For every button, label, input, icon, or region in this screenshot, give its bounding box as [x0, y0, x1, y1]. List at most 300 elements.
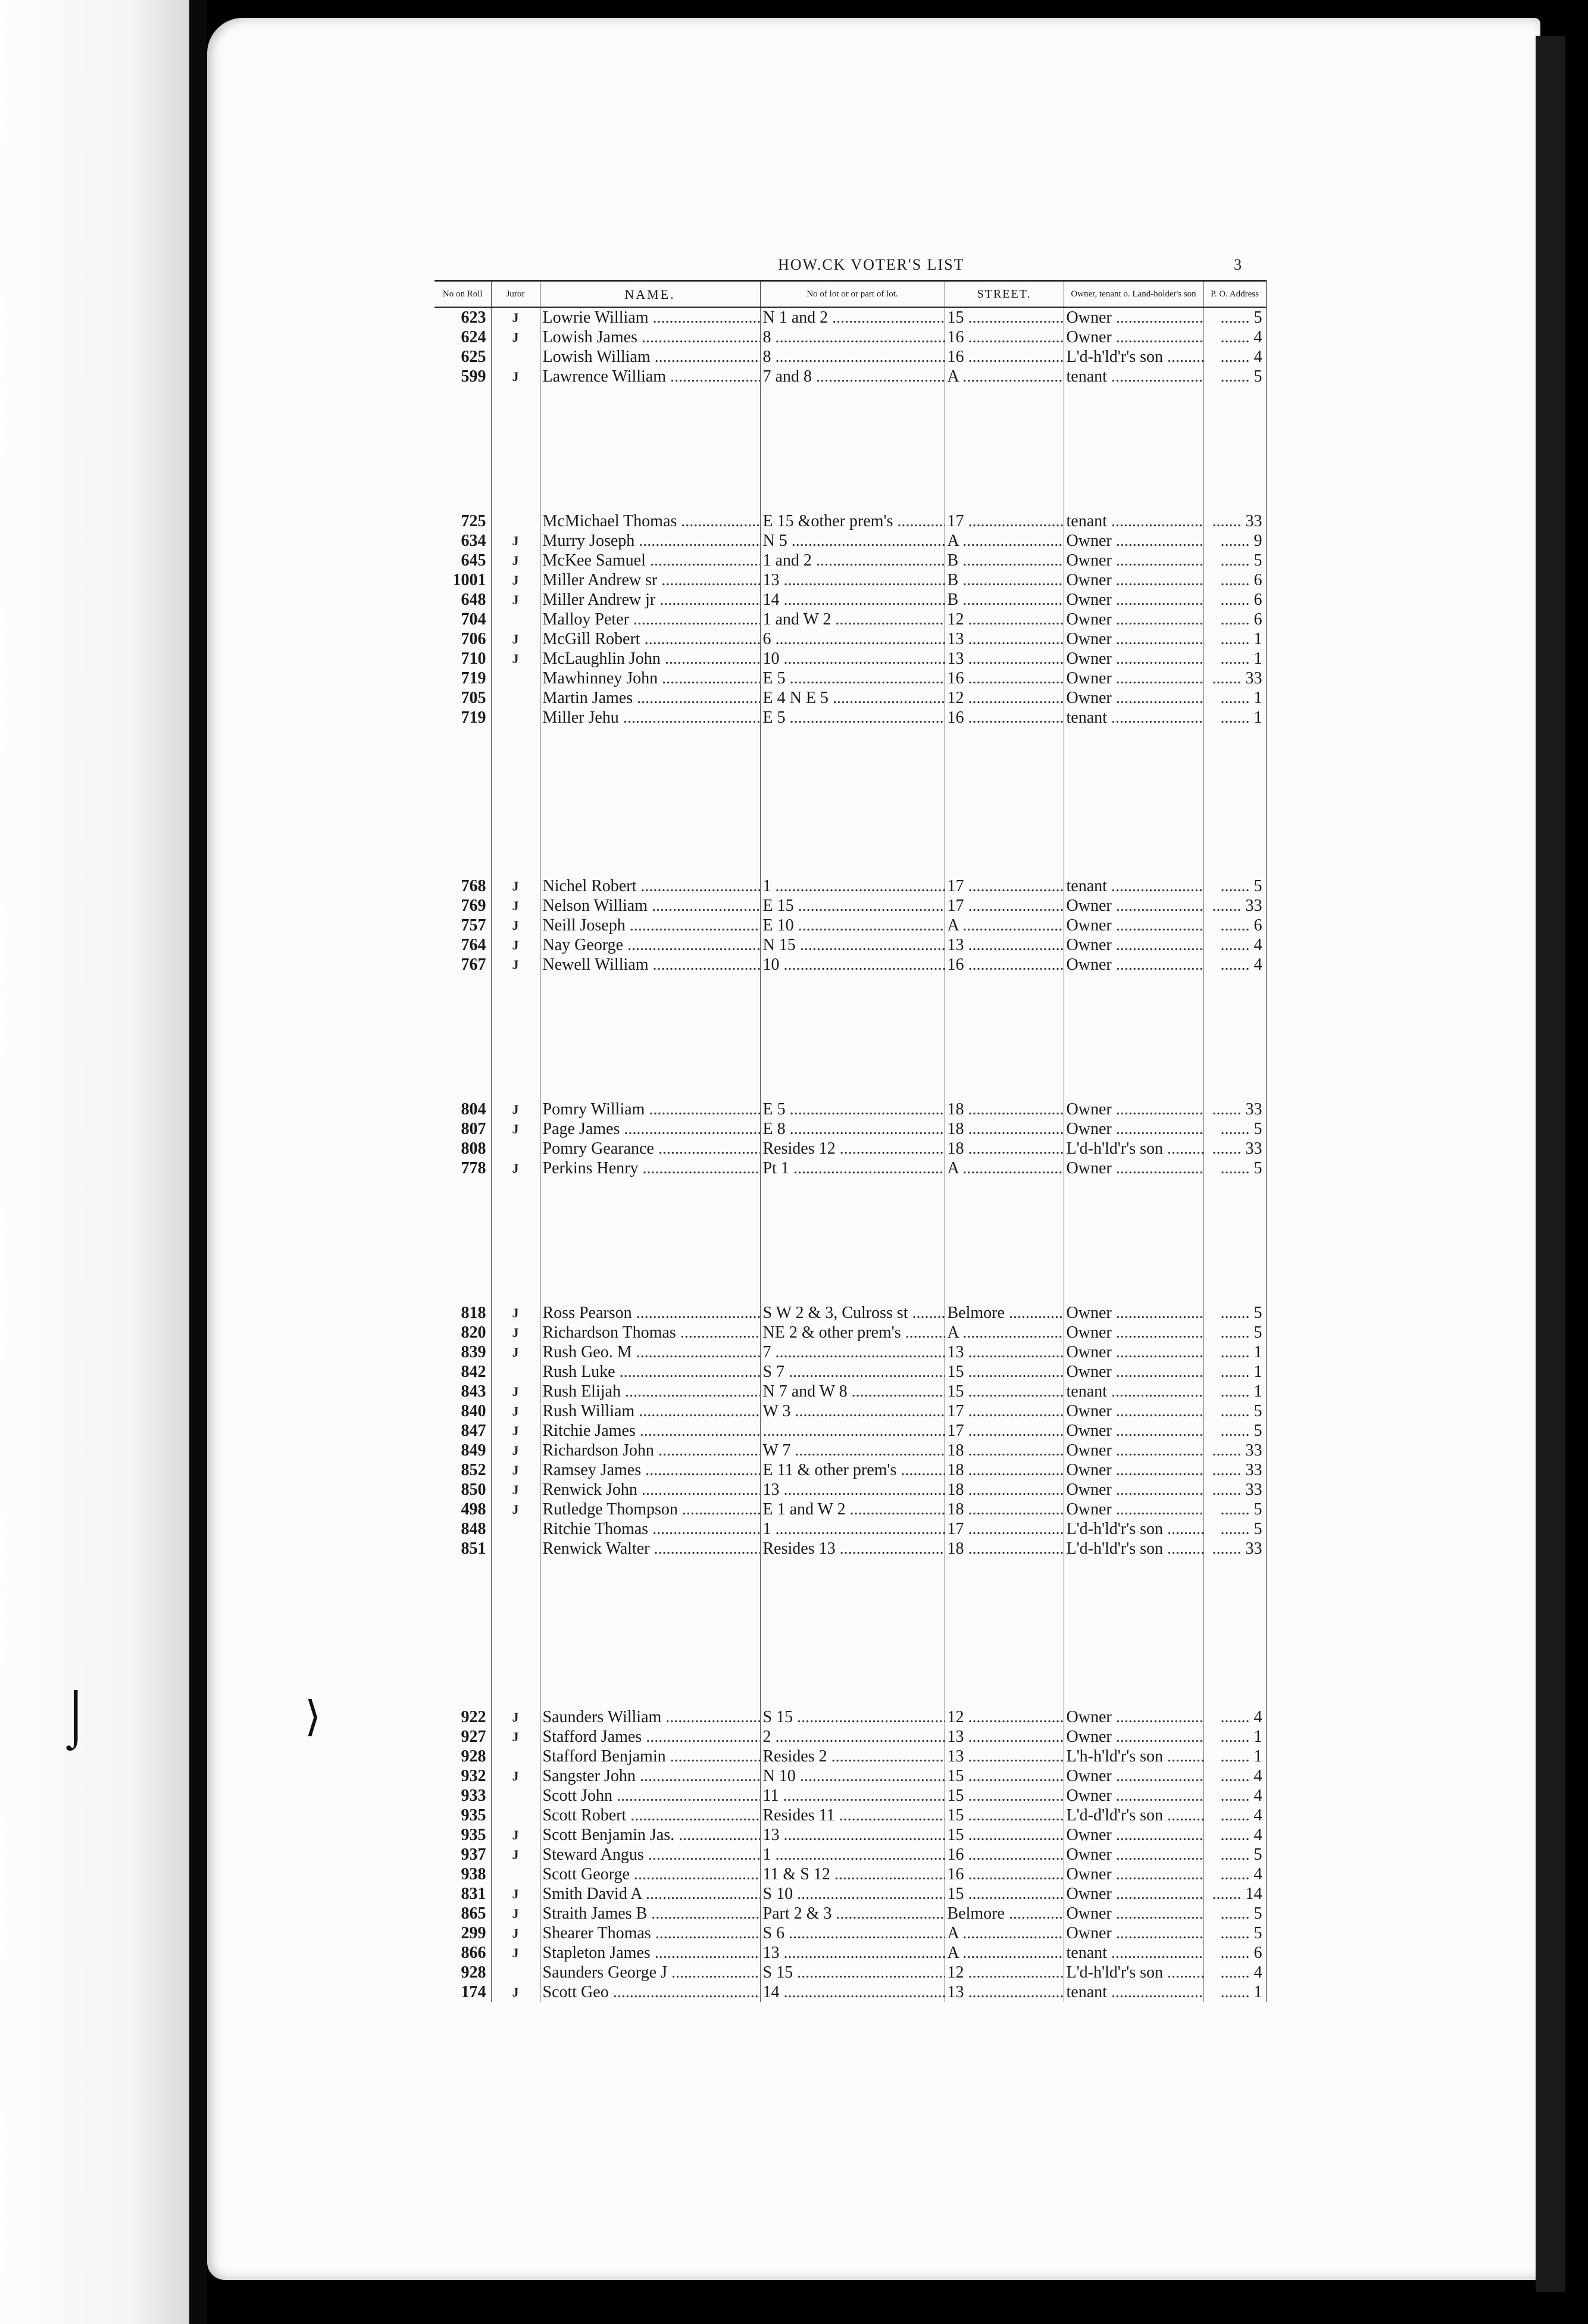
table-row: [434, 511, 1266, 531]
juror-mark: [491, 610, 540, 629]
po-address: ....... 4: [1203, 955, 1266, 974]
voter-name: Scott George .....: [540, 1864, 760, 1884]
tenure-status: L'd-h'ld'r's son .....: [1064, 1519, 1203, 1539]
table-row: [434, 708, 1266, 727]
po-address: ....... 4: [1203, 1825, 1266, 1845]
lot-description: N 1 and 2 .....: [760, 307, 945, 327]
lot-description: E 15 .....: [760, 896, 945, 916]
po-address: ....... 33: [1203, 1539, 1266, 1558]
tenure-status: Owner .....: [1064, 955, 1203, 974]
roll-number: 625: [434, 347, 491, 367]
voter-name: Renwick John .....: [540, 1480, 760, 1500]
voter-name: Murry Joseph .....: [540, 531, 760, 551]
table-row: [434, 307, 1266, 327]
spacer-cell: [1203, 386, 1266, 511]
po-address: ....... 5: [1203, 1519, 1266, 1539]
voter-name: Miller Andrew sr .....: [540, 570, 760, 590]
spacer-cell: [540, 1558, 760, 1707]
juror-mark: J: [491, 1158, 540, 1178]
table-row: [434, 1982, 1266, 2002]
po-address: ....... 4: [1203, 1806, 1266, 1825]
roll-number: 719: [434, 708, 491, 727]
po-address: ....... 6: [1203, 610, 1266, 629]
voter-name: McMichael Thomas .....: [540, 511, 760, 531]
running-head: [434, 256, 1268, 280]
table-row: [434, 327, 1266, 347]
voter-name: Miller Jehu .....: [540, 708, 760, 727]
roll-number: 757: [434, 916, 491, 935]
street: Belmore .....: [945, 1904, 1064, 1923]
spacer-cell: [1064, 727, 1203, 876]
juror-mark: J: [491, 629, 540, 649]
table-row: [434, 1441, 1266, 1460]
street: 16 .....: [945, 955, 1064, 974]
po-address: ....... 6: [1203, 570, 1266, 590]
table-row: [434, 1480, 1266, 1500]
voter-name: Rush William .....: [540, 1401, 760, 1421]
page-number: 3: [1234, 256, 1242, 273]
tenure-status: Owner .....: [1064, 688, 1203, 708]
roll-number: 807: [434, 1119, 491, 1139]
lot-description: S 10 .....: [760, 1884, 945, 1904]
section-spacer: [434, 386, 1266, 511]
spacer-cell: [491, 386, 540, 511]
tenure-status: Owner .....: [1064, 531, 1203, 551]
po-address: ....... 5: [1203, 1500, 1266, 1519]
spacer-cell: [945, 1178, 1064, 1303]
tenure-status: Owner .....: [1064, 1825, 1203, 1845]
po-address: ....... 4: [1203, 1766, 1266, 1786]
table-row: [434, 367, 1266, 386]
table-row: [434, 1864, 1266, 1884]
voter-name: Miller Andrew jr .....: [540, 590, 760, 610]
roll-number: 174: [434, 1982, 491, 2002]
juror-mark: J: [491, 1500, 540, 1519]
roll-number: 704: [434, 610, 491, 629]
po-address: ....... 33: [1203, 669, 1266, 688]
table-row: [434, 1845, 1266, 1864]
voter-name: Scott John .....: [540, 1786, 760, 1806]
table-row: [434, 531, 1266, 551]
street: 13 .....: [945, 1342, 1064, 1362]
voter-name: Martin James .....: [540, 688, 760, 708]
roll-number: 623: [434, 307, 491, 327]
roll-number: 922: [434, 1707, 491, 1727]
roll-number: 843: [434, 1382, 491, 1401]
voter-name: Perkins Henry .....: [540, 1158, 760, 1178]
lot-description: 13 .....: [760, 1943, 945, 1963]
po-address: ....... 33: [1203, 1480, 1266, 1500]
roll-number: 932: [434, 1766, 491, 1786]
po-address: ....... 4: [1203, 1707, 1266, 1727]
voter-name: Lowish William .....: [540, 347, 760, 367]
po-address: ....... 5: [1203, 551, 1266, 570]
spacer-cell: [1064, 974, 1203, 1099]
lot-description: N 7 and W 8 .....: [760, 1382, 945, 1401]
lot-description: Pt 1 .....: [760, 1158, 945, 1178]
street: 15 .....: [945, 307, 1064, 327]
spacer-cell: [491, 727, 540, 876]
table-row: [434, 1421, 1266, 1441]
tenure-status: Owner .....: [1064, 629, 1203, 649]
po-address: ....... 5: [1203, 367, 1266, 386]
voter-name: Malloy Peter .....: [540, 610, 760, 629]
tenure-status: Owner .....: [1064, 551, 1203, 570]
juror-mark: J: [491, 1119, 540, 1139]
street: Belmore .....: [945, 1303, 1064, 1323]
street: 16 .....: [945, 327, 1064, 347]
tenure-status: Owner .....: [1064, 1707, 1203, 1727]
tenure-status: tenant .....: [1064, 708, 1203, 727]
roll-number: 935: [434, 1825, 491, 1845]
table-row: [434, 896, 1266, 916]
roll-number: 818: [434, 1303, 491, 1323]
table-row: [434, 1825, 1266, 1845]
po-address: ....... 1: [1203, 688, 1266, 708]
voters-table-body: [434, 307, 1266, 2002]
juror-mark: J: [491, 327, 540, 347]
table-row: [434, 1539, 1266, 1558]
street: 16 .....: [945, 708, 1064, 727]
lot-description: Resides 13 .....: [760, 1539, 945, 1558]
juror-mark: J: [491, 1323, 540, 1342]
lot-description: 1 .....: [760, 1519, 945, 1539]
roll-number: 847: [434, 1421, 491, 1441]
lot-description: S 7 .....: [760, 1362, 945, 1382]
juror-mark: J: [491, 1099, 540, 1119]
po-address: ....... 1: [1203, 1747, 1266, 1766]
voter-name: Smith David A .....: [540, 1884, 760, 1904]
lot-description: E 15 &other prem's .....: [760, 511, 945, 531]
juror-mark: J: [491, 1342, 540, 1362]
street: 17 .....: [945, 876, 1064, 896]
tenure-status: L'd-h'ld'r's son .....: [1064, 1139, 1203, 1158]
table-row: [434, 551, 1266, 570]
voter-name: Rush Elijah .....: [540, 1382, 760, 1401]
tenure-status: Owner .....: [1064, 669, 1203, 688]
voter-name: Scott Geo .....: [540, 1982, 760, 2002]
lot-description: N 5 .....: [760, 531, 945, 551]
lot-description: [760, 1421, 945, 1441]
po-address: ....... 4: [1203, 1786, 1266, 1806]
roll-number: 710: [434, 649, 491, 669]
lot-description: Part 2 & 3 .....: [760, 1904, 945, 1923]
po-address: ....... 14: [1203, 1884, 1266, 1904]
table-row: [434, 1158, 1266, 1178]
juror-mark: J: [491, 896, 540, 916]
table-header-row: [434, 281, 1266, 308]
lot-description: E 10 .....: [760, 916, 945, 935]
tenure-status: L'd-h'ld'r's son .....: [1064, 1539, 1203, 1558]
street: 12 .....: [945, 1963, 1064, 1982]
po-address: ....... 4: [1203, 347, 1266, 367]
tenure-status: Owner .....: [1064, 1460, 1203, 1480]
lot-description: 11 & S 12 .....: [760, 1864, 945, 1884]
po-address: ....... 1: [1203, 1362, 1266, 1382]
tenure-status: Owner .....: [1064, 1884, 1203, 1904]
roll-number: 648: [434, 590, 491, 610]
juror-mark: J: [491, 531, 540, 551]
po-address: ....... 5: [1203, 1158, 1266, 1178]
juror-mark: J: [491, 1421, 540, 1441]
tenure-status: Owner .....: [1064, 896, 1203, 916]
tenure-status: Owner .....: [1064, 1119, 1203, 1139]
voter-name: Rush Luke .....: [540, 1362, 760, 1382]
lot-description: E 4 N E 5 .....: [760, 688, 945, 708]
po-address: ....... 6: [1203, 1943, 1266, 1963]
voter-name: Ritchie James .....: [540, 1421, 760, 1441]
tenure-status: tenant .....: [1064, 1943, 1203, 1963]
roll-number: 299: [434, 1923, 491, 1943]
roll-number: 719: [434, 669, 491, 688]
tenure-status: Owner .....: [1064, 1500, 1203, 1519]
voter-name: Ross Pearson .....: [540, 1303, 760, 1323]
street: 18 .....: [945, 1441, 1064, 1460]
tenure-status: Owner .....: [1064, 1099, 1203, 1119]
tenure-status: Owner .....: [1064, 1401, 1203, 1421]
voter-name: Richardson John .....: [540, 1441, 760, 1460]
juror-mark: [491, 1864, 540, 1884]
street: A .....: [945, 531, 1064, 551]
lot-description: 1 and 2 .....: [760, 551, 945, 570]
street: 15 .....: [945, 1382, 1064, 1401]
juror-mark: [491, 1139, 540, 1158]
tenure-status: Owner .....: [1064, 1342, 1203, 1362]
tenure-status: Owner .....: [1064, 1766, 1203, 1786]
voter-name: Neill Joseph .....: [540, 916, 760, 935]
roll-number: 624: [434, 327, 491, 347]
street: 15 .....: [945, 1766, 1064, 1786]
lot-description: 10 .....: [760, 649, 945, 669]
table-row: [434, 1707, 1266, 1727]
spacer-cell: [1064, 1178, 1203, 1303]
spacer-cell: [1203, 974, 1266, 1099]
po-address: ....... 5: [1203, 876, 1266, 896]
column-header-lot: No of lot or or part of lot.: [760, 281, 945, 308]
voter-name: Renwick Walter .....: [540, 1539, 760, 1558]
spacer-cell: [945, 386, 1064, 511]
table-row: [434, 610, 1266, 629]
po-address: ....... 5: [1203, 1401, 1266, 1421]
tenure-status: Owner .....: [1064, 590, 1203, 610]
tenure-status: Owner .....: [1064, 1786, 1203, 1806]
lot-description: 10 .....: [760, 955, 945, 974]
voter-name: Ramsey James .....: [540, 1460, 760, 1480]
po-address: ....... 1: [1203, 629, 1266, 649]
po-address: ....... 5: [1203, 1845, 1266, 1864]
po-address: ....... 5: [1203, 1303, 1266, 1323]
roll-number: 706: [434, 629, 491, 649]
facing-page: [0, 0, 189, 2324]
roll-number: 935: [434, 1806, 491, 1825]
spacer-cell: [540, 1178, 760, 1303]
roll-number: 769: [434, 896, 491, 916]
table-row: [434, 347, 1266, 367]
juror-mark: J: [491, 1943, 540, 1963]
po-address: ....... 5: [1203, 307, 1266, 327]
table-row: [434, 1747, 1266, 1766]
street: 16 .....: [945, 347, 1064, 367]
section-spacer: [434, 727, 1266, 876]
lot-description: S 15 .....: [760, 1963, 945, 1982]
street: 18 .....: [945, 1539, 1064, 1558]
voter-name: Sangster John .....: [540, 1766, 760, 1786]
tenure-status: Owner .....: [1064, 1727, 1203, 1747]
juror-mark: [491, 1519, 540, 1539]
spacer-cell: [1203, 727, 1266, 876]
street: 17 .....: [945, 1401, 1064, 1421]
lot-description: 1 and W 2 .....: [760, 610, 945, 629]
tenure-status: Owner .....: [1064, 1845, 1203, 1864]
juror-mark: J: [491, 1845, 540, 1864]
voter-name: Lawrence William .....: [540, 367, 760, 386]
juror-mark: J: [491, 1727, 540, 1747]
voter-name: Stapleton James .....: [540, 1943, 760, 1963]
tenure-status: Owner .....: [1064, 1480, 1203, 1500]
juror-mark: J: [491, 1303, 540, 1323]
street: 12 .....: [945, 1707, 1064, 1727]
po-address: ....... 6: [1203, 590, 1266, 610]
street: 13 .....: [945, 1982, 1064, 2002]
po-address: ....... 1: [1203, 1382, 1266, 1401]
juror-mark: [491, 1963, 540, 1982]
lot-description: W 3 .....: [760, 1401, 945, 1421]
lot-description: 14 .....: [760, 1982, 945, 2002]
tenure-status: Owner .....: [1064, 1158, 1203, 1178]
spacer-cell: [945, 974, 1064, 1099]
po-address: ....... 33: [1203, 1099, 1266, 1119]
street: 12 .....: [945, 688, 1064, 708]
juror-mark: [491, 1786, 540, 1806]
spacer-cell: [434, 1558, 491, 1707]
po-address: ....... 33: [1203, 1460, 1266, 1480]
street: 16 .....: [945, 669, 1064, 688]
page-title: HOW.CK VOTER'S LIST: [778, 256, 965, 273]
spacer-cell: [540, 727, 760, 876]
street: 16 .....: [945, 1845, 1064, 1864]
spacer-cell: [760, 974, 945, 1099]
spacer-cell: [434, 727, 491, 876]
lot-description: W 7 .....: [760, 1441, 945, 1460]
juror-mark: J: [491, 1480, 540, 1500]
voter-name: Scott Benjamin Jas. .....: [540, 1825, 760, 1845]
lot-description: N 15 .....: [760, 935, 945, 955]
roll-number: 938: [434, 1864, 491, 1884]
po-address: ....... 4: [1203, 935, 1266, 955]
juror-mark: J: [491, 935, 540, 955]
tenure-status: Owner .....: [1064, 1864, 1203, 1884]
table-row: [434, 1500, 1266, 1519]
table-row: [434, 590, 1266, 610]
street: 16 .....: [945, 1864, 1064, 1884]
spacer-cell: [760, 727, 945, 876]
tenure-status: Owner .....: [1064, 1303, 1203, 1323]
voter-name: Stafford Benjamin .....: [540, 1747, 760, 1766]
table-row: [434, 1904, 1266, 1923]
voter-name: Page James .....: [540, 1119, 760, 1139]
po-address: ....... 5: [1203, 1904, 1266, 1923]
table-row: [434, 669, 1266, 688]
juror-mark: J: [491, 570, 540, 590]
lot-description: 13 .....: [760, 1480, 945, 1500]
street: 13 .....: [945, 1727, 1064, 1747]
table-row: [434, 1099, 1266, 1119]
voter-name: Scott Robert .....: [540, 1806, 760, 1825]
juror-mark: [491, 1539, 540, 1558]
street: A .....: [945, 1158, 1064, 1178]
juror-mark: [491, 1362, 540, 1382]
margin-bracket-mark: ⌡: [60, 1688, 92, 1747]
table-row: [434, 1303, 1266, 1323]
roll-number: 820: [434, 1323, 491, 1342]
lot-description: 7 .....: [760, 1342, 945, 1362]
lot-description: 1 .....: [760, 1845, 945, 1864]
table-row: [434, 1943, 1266, 1963]
roll-number: 937: [434, 1845, 491, 1864]
roll-number: 840: [434, 1401, 491, 1421]
roll-number: 705: [434, 688, 491, 708]
table-row: [434, 1342, 1266, 1362]
voter-name: Straith James B .....: [540, 1904, 760, 1923]
table-row: [434, 688, 1266, 708]
voter-name: Richardson Thomas .....: [540, 1323, 760, 1342]
juror-mark: [491, 347, 540, 367]
spacer-cell: [491, 1178, 540, 1303]
street: 18 .....: [945, 1480, 1064, 1500]
tenure-status: Owner .....: [1064, 327, 1203, 347]
voter-name: Nay George .....: [540, 935, 760, 955]
table-row: [434, 1119, 1266, 1139]
voter-name: Nelson William .....: [540, 896, 760, 916]
tenure-status: Owner .....: [1064, 1923, 1203, 1943]
tenure-status: Owner .....: [1064, 570, 1203, 590]
voter-name: Lowrie William .....: [540, 307, 760, 327]
lot-description: Resides 12 .....: [760, 1139, 945, 1158]
tenure-status: Owner .....: [1064, 935, 1203, 955]
tenure-status: Owner .....: [1064, 1421, 1203, 1441]
lot-description: 11 .....: [760, 1786, 945, 1806]
lot-description: 14 .....: [760, 590, 945, 610]
table-row: [434, 1323, 1266, 1342]
tenure-status: Owner .....: [1064, 1904, 1203, 1923]
tenure-status: Owner .....: [1064, 610, 1203, 629]
table-row: [434, 1806, 1266, 1825]
column-header-roll: No on Roll: [434, 281, 491, 308]
lot-description: N 10 .....: [760, 1766, 945, 1786]
roll-number: 866: [434, 1943, 491, 1963]
roll-number: 839: [434, 1342, 491, 1362]
tenure-status: L'd-d'ld'r's son .....: [1064, 1806, 1203, 1825]
column-header-juror: Juror: [491, 281, 540, 308]
roll-number: 865: [434, 1904, 491, 1923]
juror-mark: J: [491, 1401, 540, 1421]
lot-description: 2 .....: [760, 1727, 945, 1747]
juror-mark: [491, 1747, 540, 1766]
roll-number: 778: [434, 1158, 491, 1178]
voter-name: Nichel Robert .....: [540, 876, 760, 896]
juror-mark: J: [491, 1460, 540, 1480]
lot-description: 1 .....: [760, 876, 945, 896]
lot-description: Resides 11 .....: [760, 1806, 945, 1825]
roll-number: 928: [434, 1747, 491, 1766]
street: B .....: [945, 551, 1064, 570]
juror-mark: J: [491, 955, 540, 974]
voter-name: McKee Samuel .....: [540, 551, 760, 570]
juror-mark: J: [491, 1923, 540, 1943]
tenure-status: tenant .....: [1064, 367, 1203, 386]
tenure-status: tenant .....: [1064, 511, 1203, 531]
voter-name: Saunders William .....: [540, 1707, 760, 1727]
